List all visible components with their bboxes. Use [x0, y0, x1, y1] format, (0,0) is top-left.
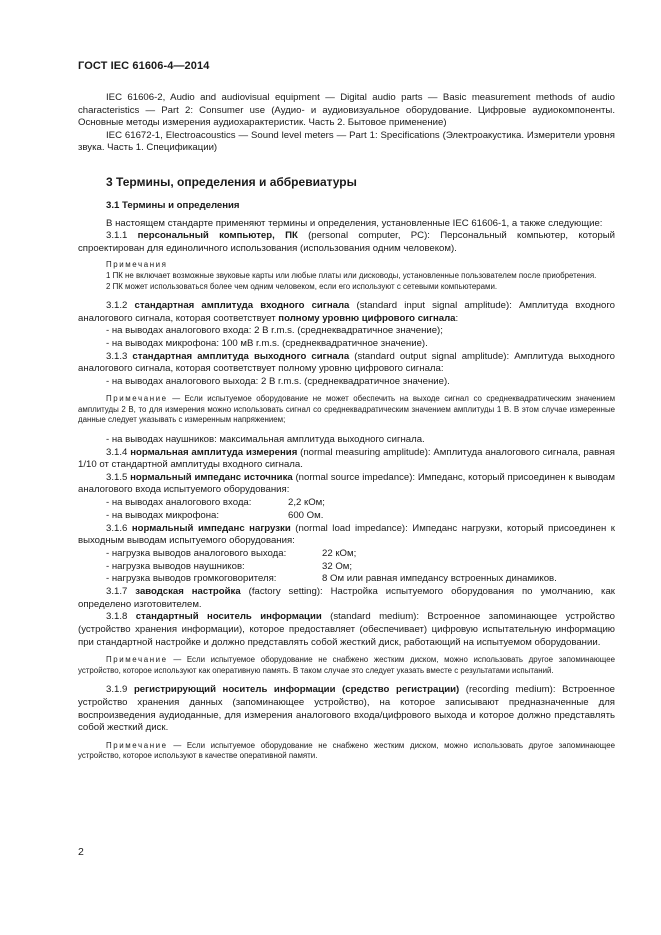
list-item	[78, 561, 615, 574]
list-value: 600 Ом.	[288, 509, 324, 521]
list-label: - нагрузка выводов наушников:	[106, 560, 245, 572]
term-definition: (standard output signal amplitude): Амплитуда выходного аналогового сигнала, которая соответствует полному уровню цифрового сигнала:	[78, 350, 615, 375]
subsection-3-1-title: 3.1 Термины и определения	[106, 199, 240, 211]
term-3-1-8	[78, 611, 615, 649]
list-label: - нагрузка выводов аналогового выхода:	[106, 547, 287, 559]
note-text: — Если испытуемое оборудование не может обеспечить на выходе сигнал со среднеквадратическим значением амплитуды 2 В, то для измерения можно использовать сигнал со среднеквадратическим значением амплитуды 1 В. В этом случае измеренные данные следует указывать с измеренным напряжением;	[78, 394, 615, 425]
term-number: 3.1.3	[106, 350, 128, 362]
list-item	[78, 573, 615, 586]
list-item	[78, 548, 615, 561]
list-item	[78, 497, 615, 510]
term-number: 3.1.9	[106, 684, 128, 696]
list-item: - на выводах аналогового входа: 2 В r.m.s. (среднеквадратичное значение);	[106, 325, 443, 337]
list-item: - на выводах аналогового выхода: 2 В r.m.s. (среднеквадратичное значение).	[106, 375, 450, 387]
term-reference: полному уровню цифрового сигнала	[278, 312, 456, 324]
term-name: регистрирующий носитель информации (средство регистрации)	[133, 684, 460, 696]
term-name: заводская настройка	[135, 586, 241, 598]
term-definition: (normal source impedance): Импеданс, который присоединен к выводам аналогового входа испытуемого оборудования:	[78, 471, 615, 496]
list-label: - на выводах микрофона:	[106, 509, 220, 521]
term-number: 3.1.1	[106, 230, 128, 242]
note-2: 2 ПК может использоваться более чем одним человеком, если его используют с сетевыми компьютерами.	[106, 281, 498, 291]
term-number: 3.1.4	[106, 446, 128, 458]
term-number: 3.1.7	[106, 586, 128, 598]
list-item: - на выводах наушников: максимальная амплитуда выходного сигнала.	[106, 434, 425, 446]
list-value: 8 Ом или равная импедансу встроенных динамиков.	[322, 573, 557, 585]
note-3-1-3	[78, 394, 615, 426]
list-value: 32 Ом;	[322, 560, 353, 572]
term-3-1-2	[78, 300, 615, 325]
term-definition: (standard medium): Встроенное запоминающее устройство (устройство хранения информации), которое предоставляет (обеспечивает) цифровую испытательную информацию при стандартной настройке и должно представлять собой жесткий диск, работающий на испытуемом оборудовании.	[78, 611, 615, 648]
reference-iec-61606-2: IEC 61606-2, Audio and audiovisual equipment — Digital audio parts — Basic measurement methods of audio characteristics — Part 2: Consumer use (Аудио- и аудиовизуальное оборудование. Цифровые аудиокомпоненты. Основные методы измерения аудиохарактеристик. Часть 2. Бытовое применение)	[78, 92, 615, 129]
term-colon: :	[455, 312, 459, 324]
term-definition: (normal load impedance): Импеданс нагрузки, который присоединен к выходным выводам испытуемого оборудования:	[78, 522, 616, 547]
term-name: нормальный импеданс нагрузки	[131, 522, 291, 534]
section-3-title: 3 Термины, определения и аббревиатуры	[106, 174, 357, 189]
term-3-1-5	[78, 472, 615, 497]
list-value: 2,2 кОм;	[288, 497, 325, 509]
term-definition: (personal computer, PC): Персональный компьютер, который спроектирован для единоличного использования (использования одним человеком).	[78, 230, 616, 254]
term-name: стандартный носитель информации	[135, 611, 322, 623]
note-text: — Если испытуемое оборудование не снабжено жестким диском, можно использовать другое запоминающее устройство, которое используют в качестве оперативной памяти.	[78, 740, 615, 761]
term-name: стандартная амплитуда выходного сигнала	[132, 350, 350, 362]
term-number: 3.1.6	[106, 522, 128, 534]
term-3-1-4	[78, 447, 615, 472]
term-name: персональный компьютер, ПК	[137, 230, 298, 242]
list-item: - на выводах микрофона: 100 мВ r.m.s. (среднеквадратичное значение).	[106, 337, 428, 349]
note-3-1-9	[78, 741, 615, 762]
term-number: 3.1.2	[106, 300, 128, 312]
term-number: 3.1.5	[106, 471, 128, 483]
section-intro: В настоящем стандарте применяют термины и определения, установленные IEC 61606-1, а также следующие:	[106, 217, 603, 229]
note-label: Примечание	[106, 655, 168, 665]
note-label: Примечание	[106, 740, 168, 750]
term-name: нормальная амплитуда измерения	[130, 446, 298, 458]
term-3-1-9	[78, 684, 615, 734]
term-number: 3.1.8	[106, 611, 128, 623]
list-label: - нагрузка выводов громкоговорителя:	[106, 573, 277, 585]
note-3-1-8	[78, 655, 615, 676]
page-content	[78, 92, 615, 762]
term-name: нормальный импеданс источника	[130, 471, 293, 483]
note-label: Примечание	[106, 394, 168, 404]
term-definition: (recording medium): Встроенное устройство хранения данных (запоминающее устройство), на которое записывают предназначенные для воспроизведения аудиоданные, для измерения аналогового входа/цифрового выхода и которое должно представлять собой жесткий диск.	[78, 684, 615, 734]
document-header: ГОСТ IEC 61606-4—2014	[78, 60, 210, 72]
term-3-1-3	[78, 351, 615, 376]
reference-iec-61672-1: IEC 61672-1, Electroacoustics — Sound level meters — Part 1: Specifications (Электроакустика. Измерители уровня звука. Часть 1. Спецификации)	[78, 129, 615, 154]
notes-label: Примечания	[106, 260, 168, 270]
term-3-1-1	[78, 230, 615, 255]
list-value: 22 кОм;	[322, 547, 357, 559]
list-item	[78, 510, 615, 523]
term-3-1-7	[78, 586, 615, 611]
term-name: стандартная амплитуда входного сигнала	[134, 300, 350, 312]
page-number: 2	[78, 846, 84, 858]
list-label: - на выводах аналогового входа:	[106, 497, 252, 509]
term-definition: (factory setting): Настройка испытуемого оборудования по умолчанию, как определено изготовителем.	[78, 586, 615, 610]
term-definition: (normal measuring amplitude): Амплитуда аналогового сигнала, равная 1/10 от стандартной амплитуды входного сигнала.	[78, 446, 616, 471]
note-1: 1 ПК не включает возможные звуковые карты или любые платы или дисководы, установленные пользователем после приобретения.	[106, 270, 597, 280]
term-definition: (standard input signal amplitude): Амплитуда входного аналогового сигнала, которая соответствует	[78, 300, 615, 324]
term-3-1-6	[78, 523, 615, 548]
note-text: — Если испытуемое оборудование не снабжено жестким диском, можно использовать другое запоминающее устройство, которое используют как оперативную память. В таком случае это следует указать вместе с результатами испытаний.	[78, 655, 615, 675]
